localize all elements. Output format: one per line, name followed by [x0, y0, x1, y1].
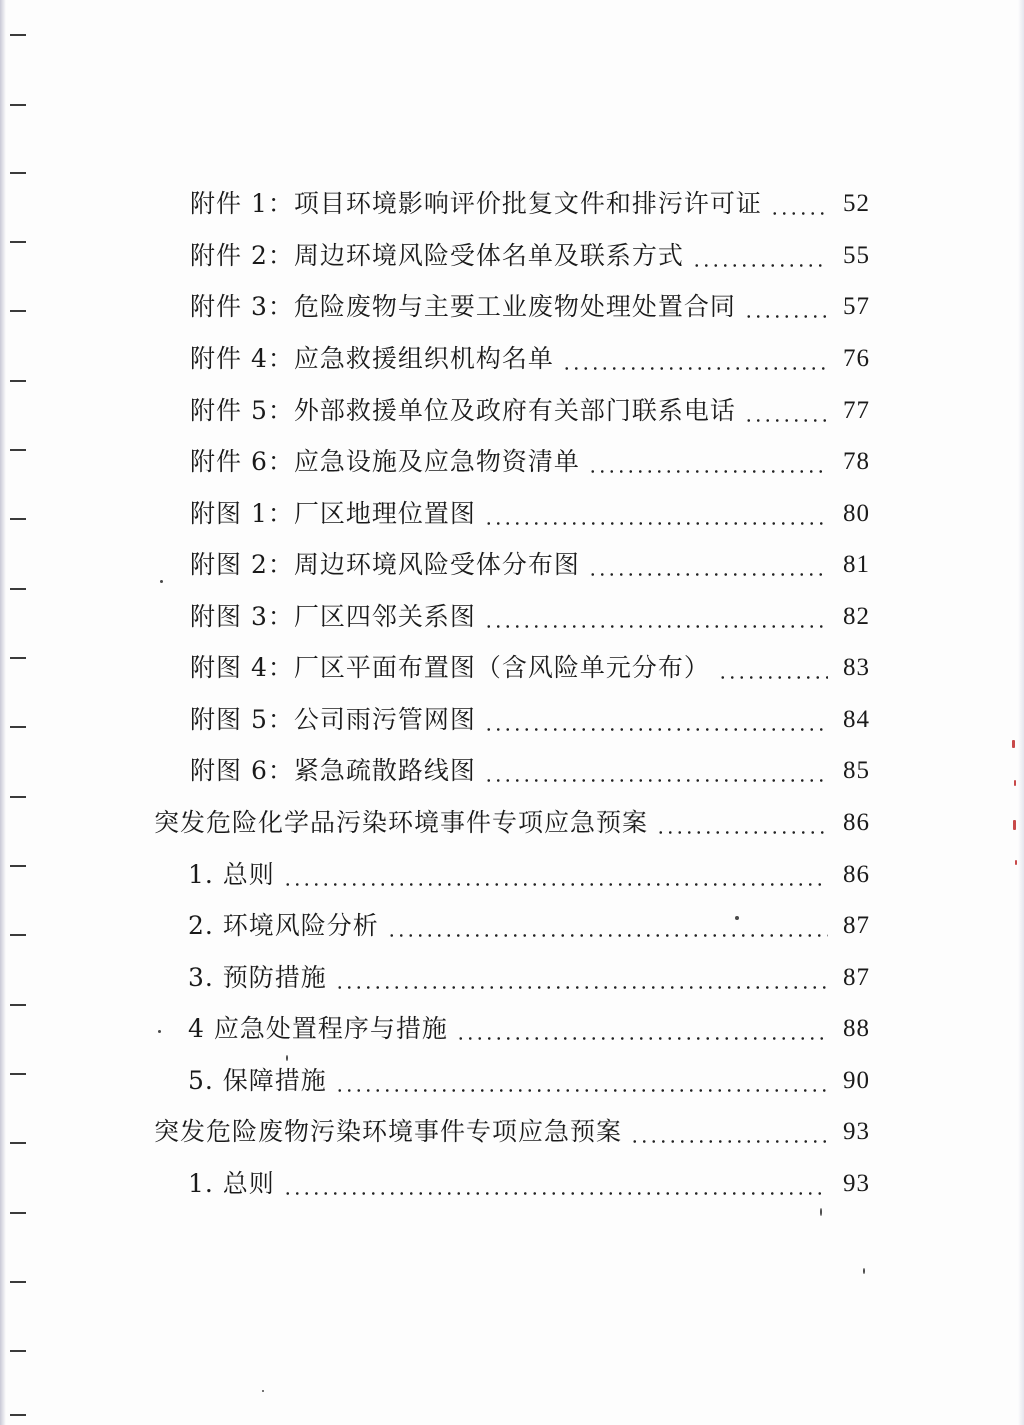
scan-speck: [158, 1030, 161, 1033]
toc-entry: [190, 186, 870, 222]
dot-leader: [562, 367, 828, 370]
red-mark: [1014, 780, 1016, 786]
dot-leader: [656, 831, 828, 834]
toc-entry-label: 附图 1：厂区地理位置图: [190, 499, 476, 528]
dot-leader: [770, 212, 828, 215]
dot-leader: [387, 934, 828, 937]
binding-mark: [10, 310, 26, 312]
binding-shadow: [0, 0, 6, 1425]
toc-entry-page: 81: [843, 551, 870, 578]
toc-entry: [188, 1166, 870, 1202]
binding-mark: [10, 1073, 26, 1075]
binding-mark: [10, 1212, 26, 1214]
binding-mark: [10, 449, 26, 451]
toc-entry: [188, 1063, 870, 1099]
binding-mark: [10, 34, 26, 36]
scan-speck: [160, 580, 163, 583]
red-mark: [1015, 860, 1017, 865]
toc-entry-page: 78: [843, 448, 870, 475]
dot-leader: [484, 522, 828, 525]
dot-leader: [335, 1089, 828, 1092]
toc-entry-page: 93: [843, 1170, 870, 1197]
toc-entry-label: 附图 5：公司雨污管网图: [190, 705, 476, 734]
toc-entry-label: 附件 4：应急救援组织机构名单: [190, 344, 554, 373]
dot-leader: [744, 419, 828, 422]
dot-leader: [630, 1140, 828, 1143]
dot-leader: [283, 1192, 828, 1195]
scan-speck: [863, 1268, 865, 1274]
toc-entry-label: 附图 4：厂区平面布置图（含风险单元分布）: [190, 653, 710, 682]
toc-entry-page: 82: [843, 603, 870, 630]
toc-entry-label: 5. 保障措施: [188, 1066, 327, 1095]
binding-mark: [10, 1350, 26, 1352]
toc-entry-label: 1. 总则: [188, 1169, 275, 1198]
toc-entry: [188, 960, 870, 996]
binding-mark: [10, 865, 26, 867]
toc-entry: [190, 238, 870, 274]
toc-entry-page: 85: [843, 757, 870, 784]
toc-entry-label: 3. 预防措施: [188, 963, 327, 992]
binding-mark: [10, 518, 26, 520]
toc-entry-page: 76: [843, 345, 870, 372]
dot-leader: [335, 986, 828, 989]
binding-mark: [10, 1414, 26, 1416]
toc-entry-page: 77: [843, 397, 870, 424]
toc-entry-page: 87: [843, 964, 870, 991]
dot-leader: [744, 315, 828, 318]
toc-entry-label: 附件 2：周边环境风险受体名单及联系方式: [190, 241, 684, 270]
page-right-edge: [1018, 0, 1024, 1425]
scan-speck: [262, 1390, 264, 1392]
toc-entry-label: 附件 5：外部救援单位及政府有关部门联系电话: [190, 396, 736, 425]
toc-entry-page: 52: [843, 190, 870, 217]
binding-mark: [10, 726, 26, 728]
toc-entry-label: 附件 1：项目环境影响评价批复文件和排污许可证: [190, 189, 762, 218]
binding-edge: [0, 0, 40, 1425]
dot-leader: [588, 470, 828, 473]
toc-entry: [188, 1011, 870, 1047]
binding-mark: [10, 934, 26, 936]
toc-entry: [190, 289, 870, 325]
binding-mark: [10, 1142, 26, 1144]
binding-mark: [10, 796, 26, 798]
binding-mark: [10, 1004, 26, 1006]
toc-entry: [190, 599, 870, 635]
toc-entry-label: 1. 总则: [188, 860, 275, 889]
toc-entry-page: 88: [843, 1015, 870, 1042]
toc-entry-label: 突发危险废物污染环境事件专项应急预案: [154, 1117, 623, 1146]
dot-leader: [283, 883, 828, 886]
dot-leader: [718, 676, 828, 679]
toc-entry-page: 57: [843, 293, 870, 320]
dot-leader: [588, 573, 828, 576]
toc-entry: [190, 702, 870, 738]
toc-entry-label: 突发危险化学品污染环境事件专项应急预案: [154, 808, 649, 837]
toc-entry-label: 附件 3：危险废物与主要工业废物处理处置合同: [190, 292, 736, 321]
toc-entry-page: 55: [843, 242, 870, 269]
dot-leader: [456, 1037, 828, 1040]
toc-entry: [190, 496, 870, 532]
binding-mark: [10, 588, 26, 590]
dot-leader: [484, 625, 828, 628]
toc-entry-label: 2. 环境风险分析: [188, 911, 379, 940]
toc-entry: [188, 857, 870, 893]
dot-leader: [692, 264, 828, 267]
toc-entry: [190, 547, 870, 583]
binding-mark: [10, 380, 26, 382]
toc-section-heading: [154, 805, 870, 841]
scan-speck: [286, 1055, 288, 1061]
dot-leader: [484, 728, 828, 731]
toc-entry: [190, 341, 870, 377]
red-mark: [1012, 740, 1015, 748]
toc-entry-label: 附图 3：厂区四邻关系图: [190, 602, 476, 631]
toc-entry: [190, 393, 870, 429]
toc-entry-page: 87: [843, 912, 870, 939]
toc-entry-page: 80: [843, 500, 870, 527]
toc-section-heading: [154, 1114, 870, 1150]
toc-entry: [190, 753, 870, 789]
toc-entry-label: 附图 6：紧急疏散路线图: [190, 756, 476, 785]
red-mark: [1013, 820, 1016, 830]
binding-mark: [10, 657, 26, 659]
binding-mark: [10, 104, 26, 106]
toc-entry: [190, 650, 870, 686]
toc-entry: [190, 444, 870, 480]
toc-entry-page: 86: [843, 809, 870, 836]
toc-entry-page: 90: [843, 1067, 870, 1094]
dot-leader: [484, 779, 828, 782]
toc-entry-label: 4 应急处置程序与措施: [188, 1014, 448, 1043]
binding-mark: [10, 1281, 26, 1283]
toc-entry-page: 84: [843, 706, 870, 733]
toc-entry: [188, 908, 870, 944]
scan-speck: [820, 1208, 822, 1216]
toc-entry-label: 附件 6：应急设施及应急物资清单: [190, 447, 580, 476]
toc-entry-page: 83: [843, 654, 870, 681]
toc-entry-page: 93: [843, 1118, 870, 1145]
toc-entry-label: 附图 2：周边环境风险受体分布图: [190, 550, 580, 579]
toc-entry-page: 86: [843, 861, 870, 888]
binding-mark: [10, 241, 26, 243]
binding-mark: [10, 172, 26, 174]
